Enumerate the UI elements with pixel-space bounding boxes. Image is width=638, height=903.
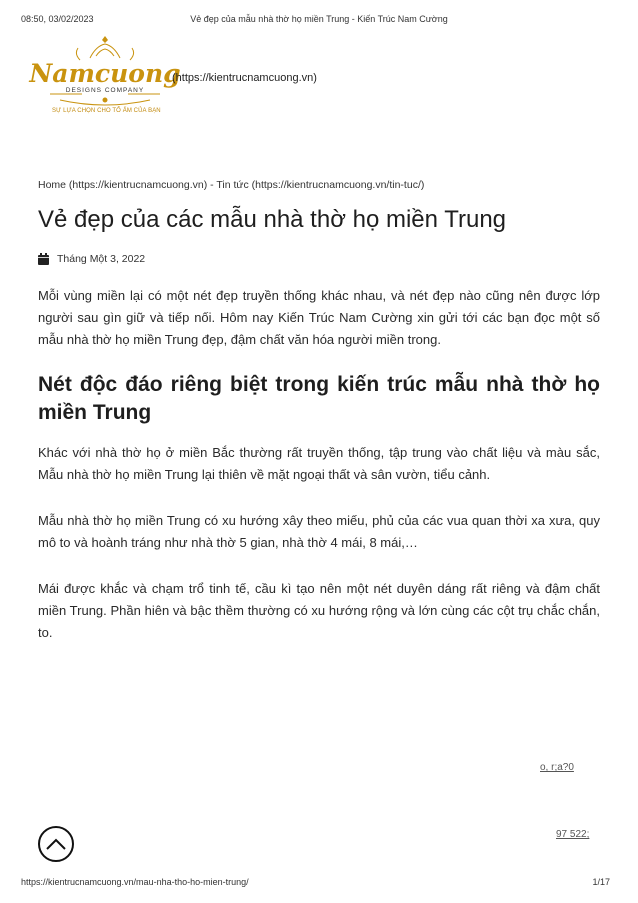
home-link[interactable]: (https://kientrucnamcuong.vn) <box>172 72 317 84</box>
scroll-to-top-button[interactable] <box>38 826 74 862</box>
paragraph-3: Mái được khắc và chạm trổ tinh tế, cầu kì tạo nên một nét duyên dáng rất riêng và đậm chất miền Trung. Phần hiên và bậc thềm thường có xu hướng rộng và lớn cùng các cột trụ chắc chắn, to. <box>38 581 600 640</box>
floating-contact-link[interactable]: o, r;a?0 <box>540 762 574 773</box>
breadcrumb[interactable]: Home (https://kientrucnamcuong.vn) - Tin tức (https://kientrucnamcuong.vn/tin-tuc/) <box>38 179 425 191</box>
section-heading: Nét độc đáo riêng biệt trong kiến trúc mẫu nhà thờ họ miền Trung <box>38 373 600 424</box>
print-page-number: 1/17 <box>592 877 610 887</box>
calendar-icon <box>38 253 49 265</box>
paragraph-2: Mẫu nhà thờ họ miền Trung có xu hướng xây theo miếu, phủ của các vua quan thời xa xưa, quy mô to và hoành tráng như nhà thờ 5 gian, nhà thờ 4 mái, 8 mái,… <box>38 513 600 550</box>
logo-subtitle: DESIGNS COMPANY <box>65 87 145 94</box>
intro-paragraph: Mỗi vùng miền lại có một nét đẹp truyền thống khác nhau, và nét đẹp nào cũng nên được lớp người sau gìn giữ và tiếp nối. Hôm nay Kiến Trúc Nam Cường xin gửi tới các bạn đọc một số mẫu nhà thờ họ miền Trung đẹp, đậm chất văn hóa người miền trong. <box>38 288 600 347</box>
post-date-text: Tháng Một 3, 2022 <box>57 253 146 265</box>
print-page-title: Vẻ đẹp của mẫu nhà thờ họ miền Trung - Kiến Trúc Nam Cường <box>190 14 448 24</box>
logo-wordmark: Namcuong <box>29 59 181 88</box>
chevron-up-icon <box>45 837 67 851</box>
floating-phone-link[interactable]: 97 522; <box>556 829 590 840</box>
print-header <box>0 14 638 28</box>
print-url: https://kientrucnamcuong.vn/mau-nha-tho-ho-mien-trung/ <box>21 877 249 887</box>
print-footer <box>0 877 638 891</box>
post-date <box>38 253 145 265</box>
logo-tagline: SỰ LỰA CHỌN CHO TỔ ẤM CỦA BẠN <box>52 108 161 114</box>
paragraph-1: Khác với nhà thờ họ ở miền Bắc thường rất truyền thống, tập trung vào chất liệu và màu sắc, Mẫu nhà thờ họ miền Trung lại thiên về mặt ngoại thất và sân vườn, tiểu cảnh. <box>38 445 600 482</box>
page-title: Vẻ đẹp của các mẫu nhà thờ họ miền Trung <box>38 206 507 233</box>
print-datetime: 08:50, 03/02/2023 <box>21 14 94 24</box>
